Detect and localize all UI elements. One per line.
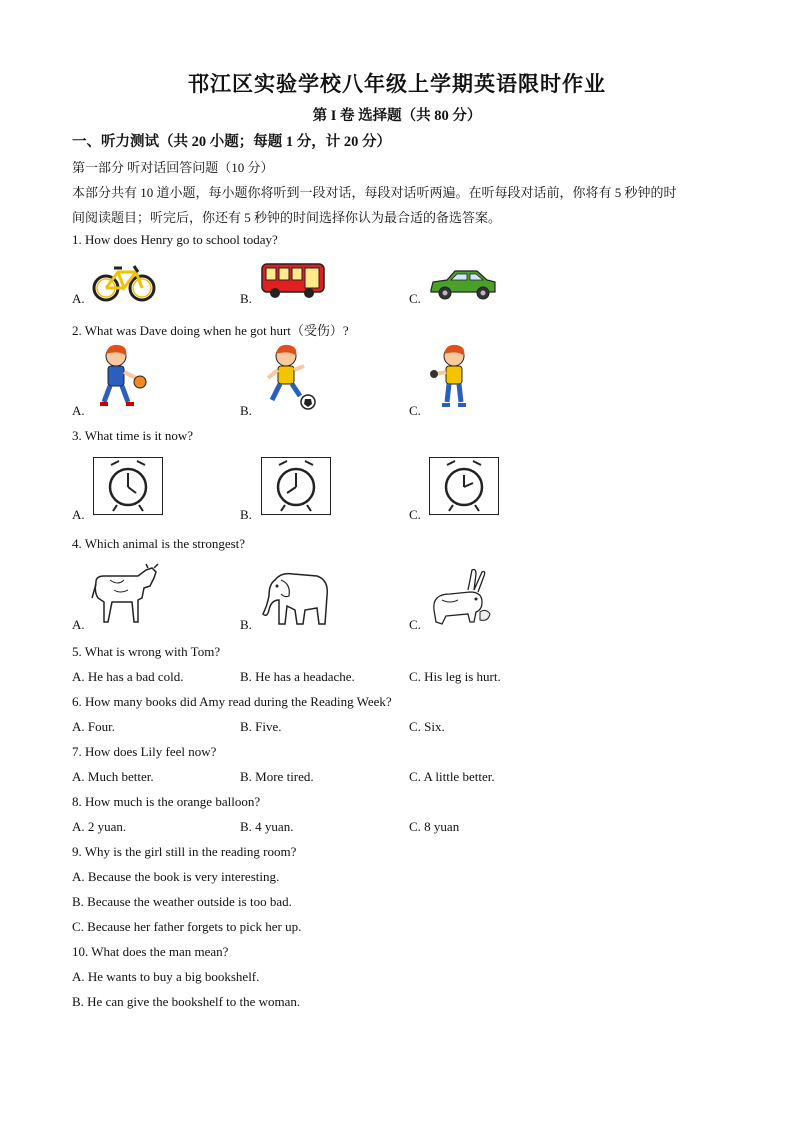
q2-option-b[interactable]: B. (240, 403, 252, 418)
instructions-line-1: 本部分共有 10 道小题，每小题你将听到一段对话，每段对话听两遍。在听每段对话前，你将有 5 秒钟的时 (72, 185, 677, 200)
q7-option-a[interactable]: A. Much better. (72, 769, 154, 784)
question-4: 4. Which animal is the strongest? (72, 536, 246, 551)
part1-title: 第一部分 听对话回答问题（10 分） (72, 160, 274, 175)
q6-option-c[interactable]: C. Six. (409, 719, 445, 734)
q9-option-b[interactable]: B. Because the weather outside is too bad. (72, 894, 292, 909)
question-8: 8. How much is the orange balloon? (72, 794, 261, 809)
q10-option-b[interactable]: B. He can give the bookshelf to the woman. (72, 994, 301, 1009)
question-7: 7. How does Lily feel now? (72, 744, 217, 759)
football-player-icon (262, 344, 318, 415)
q8-option-b[interactable]: B. 4 yuan. (240, 819, 294, 834)
q3-option-b[interactable]: B. (240, 507, 252, 522)
q10-option-a[interactable]: A. He wants to buy a big bookshelf. (72, 969, 260, 984)
q9-option-c[interactable]: C. Because her father forgets to pick her up. (72, 919, 302, 934)
question-10: 10. What does the man mean? (72, 944, 229, 959)
q4-option-c[interactable]: C. (409, 617, 421, 632)
bicycle-icon (92, 262, 156, 307)
page-title: 邗江区实验学校八年级上学期英语限时作业 (188, 72, 606, 96)
q6-option-a[interactable]: A. Four. (72, 719, 115, 734)
section-subtitle: 第 I 卷 选择题（共 80 分） (312, 108, 482, 124)
q2-option-a[interactable]: A. (72, 403, 85, 418)
rabbit-icon (428, 568, 498, 633)
question-9: 9. Why is the girl still in the reading room? (72, 844, 297, 859)
q2-option-c[interactable]: C. (409, 403, 421, 418)
listening-heading: 一、听力测试（共 20 小题；每题 1 分，计 20 分） (72, 134, 391, 150)
q7-option-c[interactable]: C. A little better. (409, 769, 495, 784)
alarm-clock-icon (429, 457, 499, 520)
q5-option-b[interactable]: B. He has a headache. (240, 669, 355, 684)
q4-option-b[interactable]: B. (240, 617, 252, 632)
bus-icon (261, 262, 325, 305)
car-icon (429, 268, 497, 305)
q7-option-b[interactable]: B. More tired. (240, 769, 314, 784)
question-2: 2. What was Dave doing when he got hurt（受伤）? (72, 323, 349, 338)
q1-option-b[interactable]: B. (240, 291, 252, 306)
question-3: 3. What time is it now? (72, 428, 194, 443)
alarm-clock-icon (93, 457, 163, 520)
q5-option-c[interactable]: C. His leg is hurt. (409, 669, 501, 684)
elephant-icon (259, 570, 331, 633)
q3-option-a[interactable]: A. (72, 507, 85, 522)
q6-option-b[interactable]: B. Five. (240, 719, 282, 734)
alarm-clock-icon (261, 457, 331, 520)
q8-option-c[interactable]: C. 8 yuan (409, 819, 460, 834)
q3-option-c[interactable]: C. (409, 507, 421, 522)
question-5: 5. What is wrong with Tom? (72, 644, 221, 659)
basketball-player-icon (94, 344, 148, 415)
q1-option-c[interactable]: C. (409, 291, 421, 306)
instructions-line-2: 间阅读题目；听完后，你还有 5 秒钟的时间选择你认为最合适的备选答案。 (72, 210, 502, 225)
q9-option-a[interactable]: A. Because the book is very interesting. (72, 869, 280, 884)
q8-option-a[interactable]: A. 2 yuan. (72, 819, 127, 834)
cow-icon (90, 564, 164, 631)
question-6: 6. How many books did Amy read during the Reading Week? (72, 694, 392, 709)
q5-option-a[interactable]: A. He has a bad cold. (72, 669, 184, 684)
q1-option-a[interactable]: A. (72, 291, 85, 306)
question-1: 1. How does Henry go to school today? (72, 232, 278, 247)
pingpong-player-icon (430, 344, 480, 415)
q4-option-a[interactable]: A. (72, 617, 85, 632)
